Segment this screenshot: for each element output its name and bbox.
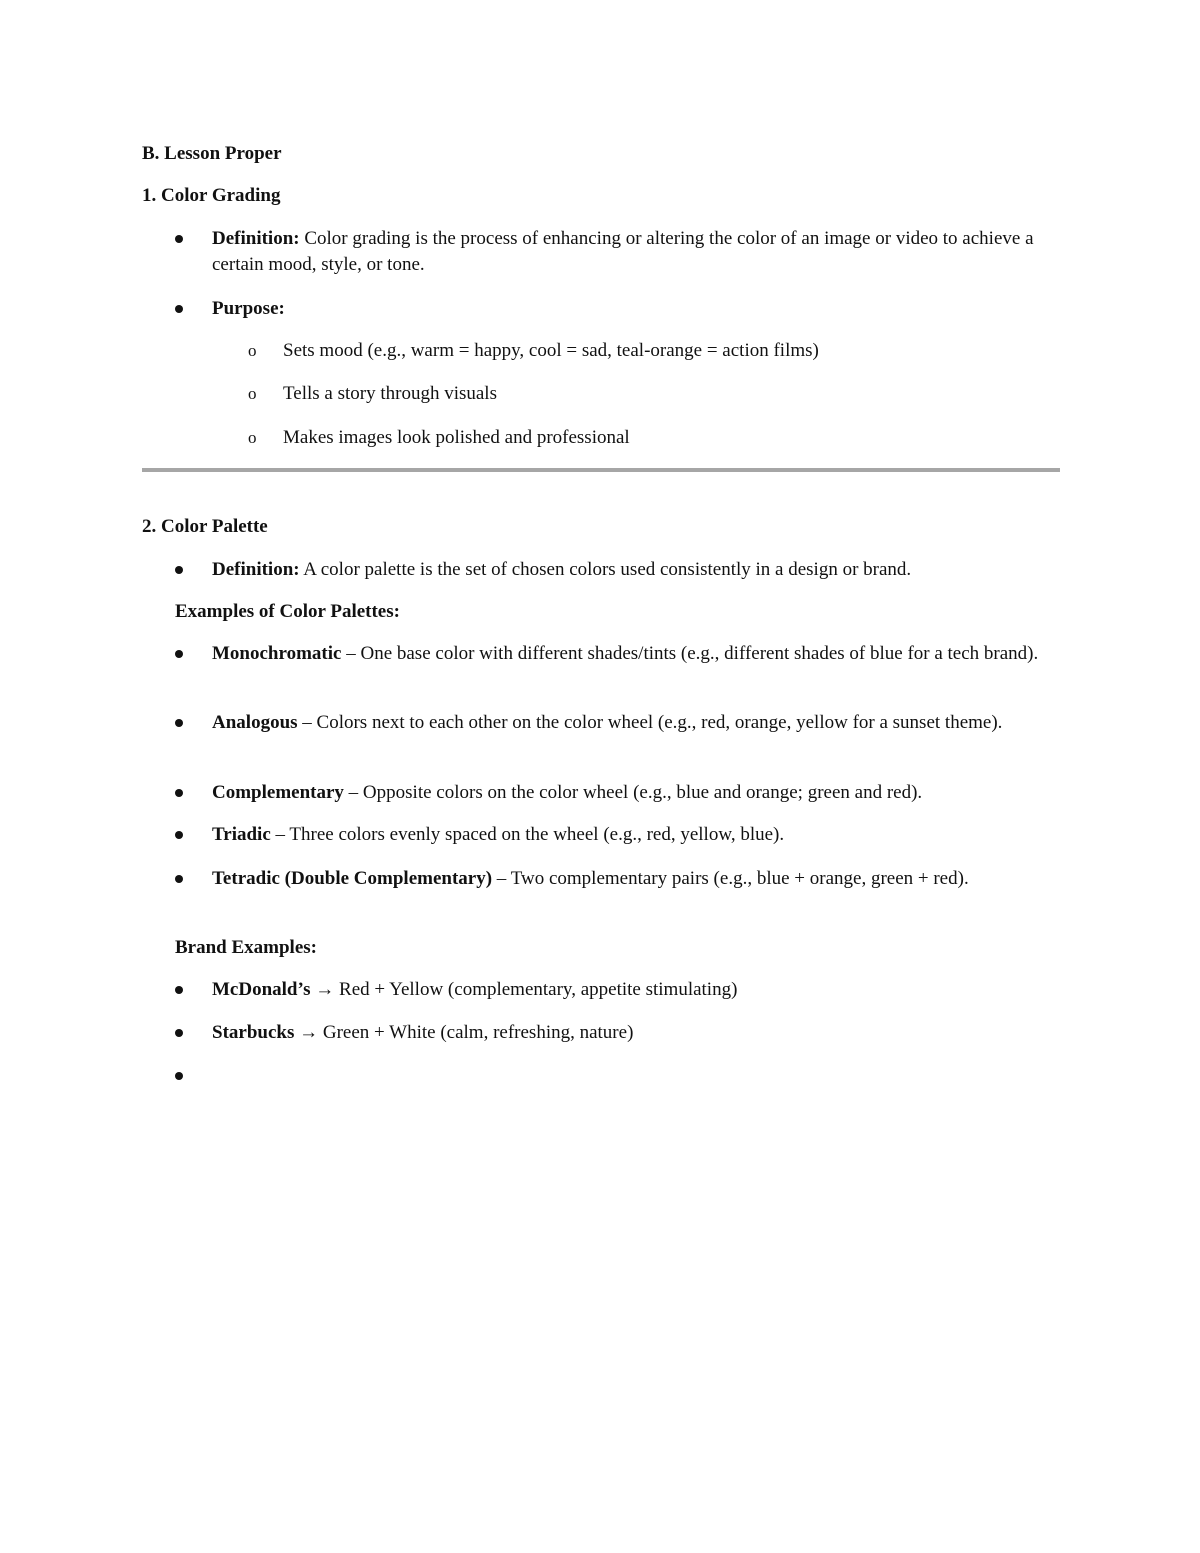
examples-heading: Examples of Color Palettes: — [175, 601, 400, 622]
circle-bullet-icon: o — [248, 341, 257, 360]
example-body: – Colors next to each other on the color wheel (e.g., red, orange, yellow for a sunset theme). — [297, 712, 1003, 733]
example-label: Complementary — [212, 782, 344, 803]
example-body: – Three colors evenly spaced on the wheel (e.g., red, yellow, blue). — [270, 824, 785, 845]
example-text — [212, 866, 1042, 892]
definition-text — [212, 226, 1062, 278]
definition-label: Definition: — [212, 228, 300, 249]
purpose-label: Purpose: — [212, 298, 285, 319]
bullet-icon — [175, 235, 183, 243]
brand-text — [212, 977, 1062, 1003]
bullet-icon — [175, 875, 183, 883]
bullet-icon — [175, 1029, 183, 1037]
purpose-label-row — [212, 296, 1062, 322]
example-label: Triadic — [212, 824, 271, 845]
circle-bullet-icon: o — [248, 384, 257, 403]
bullet-icon — [175, 831, 183, 839]
brand-text — [212, 1020, 1062, 1046]
lesson-heading: B. Lesson Proper — [142, 143, 282, 164]
brand-heading: Brand Examples: — [175, 937, 317, 958]
bullet-icon — [175, 566, 183, 574]
circle-bullet-icon: o — [248, 428, 257, 447]
bullet-icon — [175, 1072, 183, 1080]
bullet-icon — [175, 986, 183, 994]
example-text — [212, 780, 1062, 806]
brand-body: → Green + White (calm, refreshing, nature) — [294, 1022, 634, 1043]
bullet-icon — [175, 719, 183, 727]
definition-text — [212, 557, 1062, 583]
definition-label: Definition: — [212, 559, 300, 580]
example-label: Analogous — [212, 712, 298, 733]
purpose-item: Tells a story through visuals — [283, 383, 497, 404]
brand-body: → Red + Yellow (complementary, appetite stimulating) — [310, 979, 738, 1000]
example-text — [212, 641, 1062, 667]
brand-label: McDonald’s — [212, 979, 311, 1000]
definition-body: A color palette is the set of chosen colors used consistently in a design or brand. — [299, 559, 912, 580]
bullet-icon — [175, 650, 183, 658]
example-text — [212, 822, 1062, 848]
purpose-item: Sets mood (e.g., warm = happy, cool = sad, teal-orange = action films) — [283, 340, 819, 361]
example-label: Tetradic (Double Complementary) — [212, 868, 493, 889]
example-body: – Two complementary pairs (e.g., blue + orange, green + red). — [492, 868, 969, 889]
definition-body: Color grading is the process of enhancing or altering the color of an image or video to achieve a certain mood, style, or tone. — [212, 228, 1034, 275]
section1-heading: 1. Color Grading — [142, 185, 281, 206]
example-body: – One base color with different shades/tints (e.g., different shades of blue for a tech brand). — [341, 643, 1039, 664]
brand-label: Starbucks — [212, 1022, 295, 1043]
example-label: Monochromatic — [212, 643, 342, 664]
section2-heading: 2. Color Palette — [142, 516, 268, 537]
bullet-icon — [175, 305, 183, 313]
example-body: – Opposite colors on the color wheel (e.g., blue and orange; green and red). — [343, 782, 923, 803]
example-text — [212, 710, 1062, 736]
bullet-icon — [175, 789, 183, 797]
horizontal-rule — [142, 468, 1060, 472]
purpose-item: Makes images look polished and professional — [283, 427, 630, 448]
